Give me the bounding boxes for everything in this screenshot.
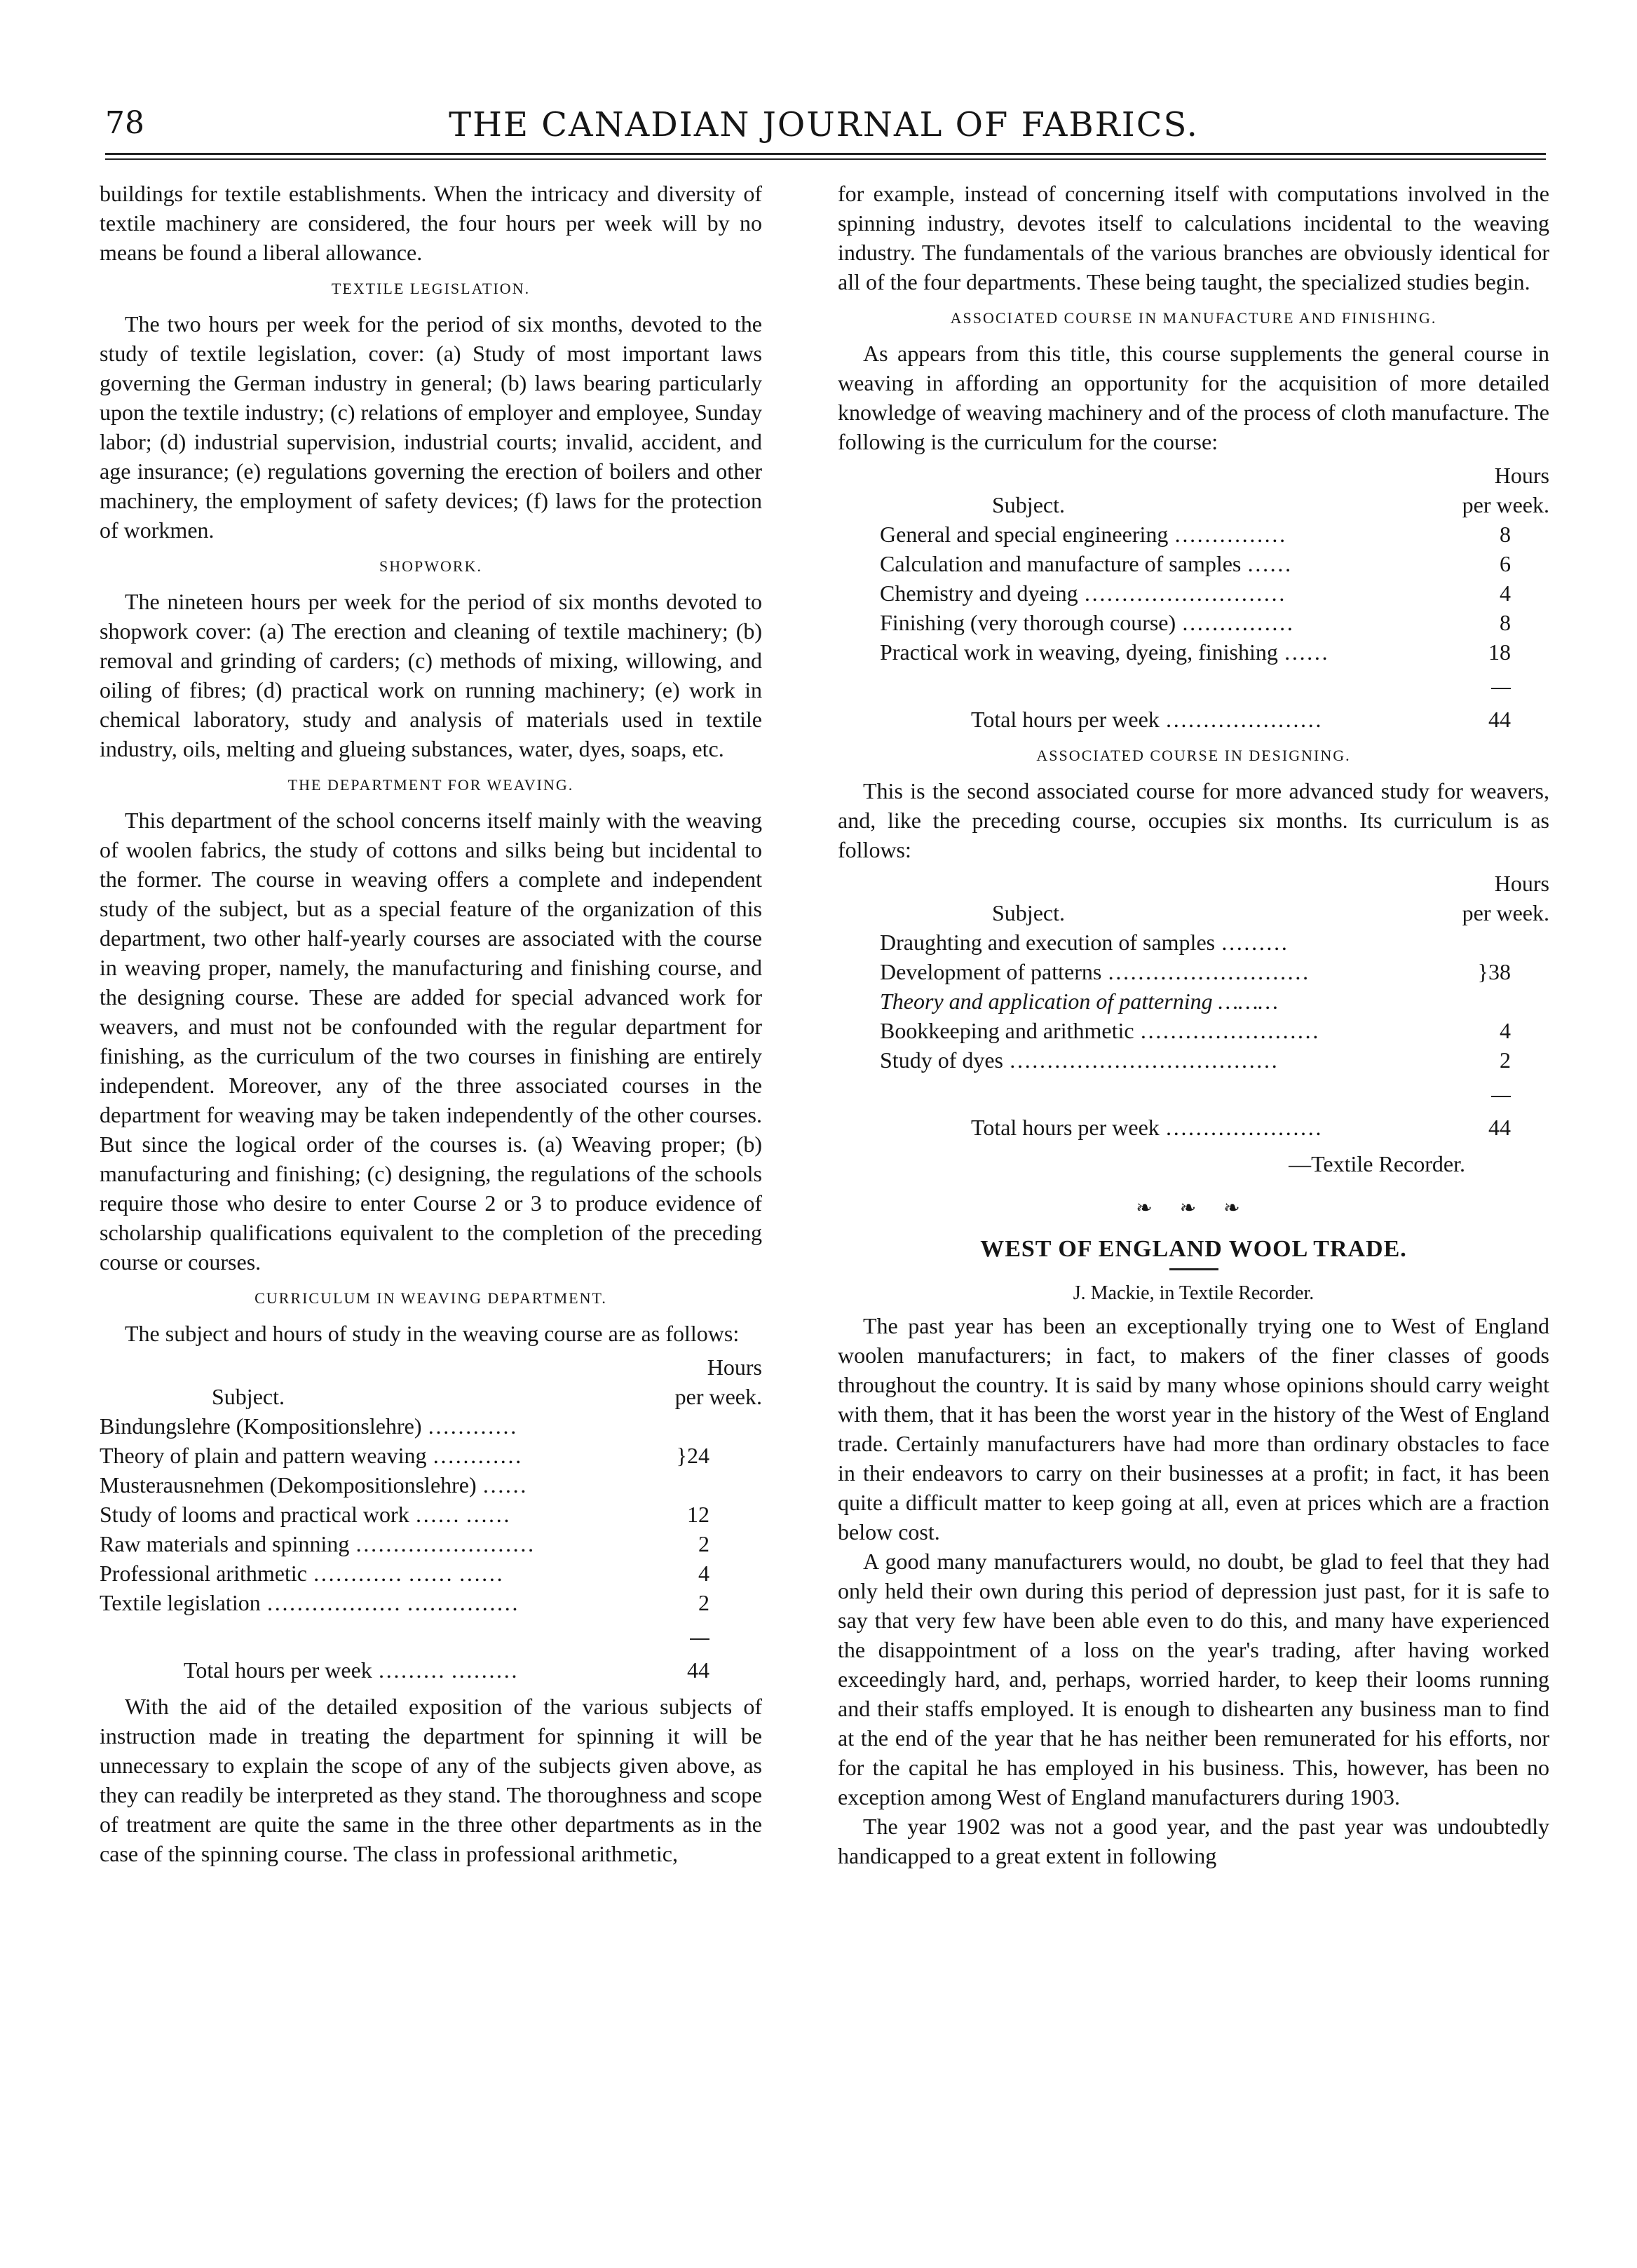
section-heading: TEXTILE LEGISLATION.: [331, 280, 531, 297]
paragraph: The year 1902 was not a good year, and the past year was undoubtedly handicapped to a great extent in following: [838, 1814, 1549, 1868]
table-header-subject: Subject.: [212, 1384, 285, 1409]
table-row: Study of dyes ……………………………… 2: [880, 1045, 1511, 1075]
left-column: [100, 179, 762, 1868]
hours-value: 2: [698, 1590, 709, 1615]
table-row: Draughting and execution of samples ……… }38: [880, 928, 1511, 957]
page-number: 78: [105, 105, 144, 141]
header-rule: [105, 153, 1546, 155]
hours-value: 8: [1500, 610, 1511, 635]
total-label: Total hours per week: [971, 1115, 1160, 1140]
table-row: General and special engineering …………… 8: [880, 520, 1511, 549]
table-header-subject: Subject.: [992, 900, 1065, 925]
section-heading: ASSOCIATED COURSE IN MANUFACTURE AND FINISHING.: [950, 309, 1437, 327]
brace-total: }38: [1477, 959, 1511, 984]
table-row: Calculation and manufacture of samples …… 6: [880, 549, 1511, 578]
subject-label: Finishing (very thorough course): [880, 610, 1176, 635]
curriculum-table: [100, 1352, 762, 1685]
table-row: Practical work in weaving, dyeing, finishing …… 18: [880, 637, 1511, 667]
header-rule-2: [105, 158, 1546, 160]
section-ornament: ❧ ❧ ❧: [1136, 1197, 1251, 1219]
subject-label: Study of dyes: [880, 1047, 1003, 1073]
table-total-row: Total hours per week ………………… 44: [880, 696, 1511, 734]
table-header-subject: Subject.: [992, 492, 1065, 517]
table-header-per-week: per week.: [1462, 900, 1549, 925]
attribution: —Textile Recorder.: [1289, 1151, 1465, 1176]
paragraph: The two hours per week for the period of six months, devoted to the study of textile legislation, cover: (a) Study of most important laws governing the German industry in general; (b) laws bearing particularly upon the textile industry; (c) relations of employer and employee, Sunday labor; (d) industrial supervision, industrial courts; invalid, accident, and age insurance; (e) regulations governing the erection of boilers and other machinery, the employment of safety devices; (f) laws for the protection of workmen.: [100, 311, 762, 543]
subject-label: Professional arithmetic: [100, 1561, 307, 1586]
right-column: [838, 179, 1549, 1870]
table-row: Bookkeeping and arithmetic …………………… 4: [880, 1016, 1511, 1045]
paragraph: The past year has been an exceptionally trying one to West of England woolen manufacturers; in fact, to makers of the finer classes of goods throughout the country. It is said by many whose opinions should carry weight with them, that it has been the worst year in the history of the West of England trade. Certainly manufacturers have had more than ordinary obstacles to face in their endeavors to carry on their businesses at a profit; in fact, it has been quite a difficult matter to keep going at all, even at prices which are a fraction below cost.: [838, 1313, 1549, 1544]
table-row: Theory and application of patterning ………: [880, 989, 1278, 1014]
hours-value: 4: [1500, 1018, 1511, 1043]
paragraph: buildings for textile establishments. When the intricacy and diversity of textile machinery are considered, the four hours per week will by no means be found a liberal allowance.: [100, 181, 762, 265]
subject-label: General and special engineering: [880, 522, 1169, 547]
subject-label: Draughting and execution of samples: [880, 930, 1216, 955]
table-row: Study of looms and practical work …… …… 12: [100, 1500, 709, 1529]
subject-label: Development of patterns: [880, 959, 1102, 984]
table-header-hours: Hours: [707, 1354, 762, 1380]
hours-value: 8: [1500, 522, 1511, 547]
subject-label: Raw materials and spinning: [100, 1531, 350, 1556]
table-header-per-week: per week.: [674, 1384, 762, 1409]
subject-label: Chemistry and dyeing: [880, 580, 1078, 606]
paragraph: This department of the school concerns itself mainly with the weaving of woolen fabrics, the study of cottons and silks being but incidental to the former. The course in weaving offers a complete and independent study of the subject, but as a special feature of the organization of this department, two other half-yearly courses are associated with the course in weaving proper, namely, the manufacturing and finishing course, and the designing course. These are added for special advanced work for weavers, and must not be confounded with the regular department for finishing, as the curriculum of the two courses in finishing are entirely independent. Moreover, any of the three associated courses in the department for weaving may be taken independently of the other courses. But since the logical order of the courses is. (a) Weaving proper; (b) manufacturing and finishing; (c) designing, the regulations of the schools require those who desire to enter Course 2 or 3 to produce evidence of scholarship qualifications equivalent to the completion of the preceding course or courses.: [100, 808, 762, 1275]
table-row: Bindungslehre (Kompositionslehre) ………… }24: [100, 1411, 709, 1441]
paragraph: for example, instead of concerning itself with computations involved in the spinning industry, devotes itself to calculations incidental to the weaving industry. The fundamentals of the various branches are obviously identical for all of the four departments. These being taught, the specialized studies begin.: [838, 181, 1549, 294]
paragraph: This is the second associated course for more advanced study for weavers, and, like the preceding course, occupies six months. Its curriculum is as follows:: [838, 778, 1549, 862]
table-total-row: Total hours per week ……… ……… 44: [100, 1647, 709, 1685]
table-total-row: Total hours per week ………………… 44: [880, 1104, 1511, 1142]
subject-label: Musterausnehmen (Dekompositionslehre): [100, 1472, 477, 1498]
hours-value: 12: [687, 1502, 709, 1527]
byline: J. Mackie, in Textile Recorder.: [1073, 1282, 1315, 1304]
subject-label: Theory of plain and pattern weaving: [100, 1443, 427, 1468]
paragraph: The nineteen hours per week for the period of six months devoted to shopwork cover: (a) The erection and cleaning of textile machinery; (b) removal and grinding of carders; (c) methods of mixing, willowing, and oiling of fibres; (d) practical work on running machinery; (e) work in chemical laboratory, study and analysis of materials used in textile industry, oils, melting and glueing substances, water, dyes, soaps, etc.: [100, 589, 762, 761]
paragraph: A good many manufacturers would, no doubt, be glad to feel that they had only held their own during this period of depression just past, for it is safe to say that very few have been able even to do this, and many have experienced the disappointment of a loss on the year's trading, after having worked exceedingly hard, and, perhaps, worried harder, to keep their looms running and their staffs employed. It is enough to dishearten any business man to find at the end of the year that he has neither been remunerated for his efforts, nor for the capital he has employed in his business. This, however, has been no exception among West of England manufacturers during 1903.: [838, 1549, 1549, 1809]
section-heading: ASSOCIATED COURSE IN DESIGNING.: [1036, 747, 1351, 764]
hours-value: 6: [1500, 551, 1511, 576]
subject-label: Study of looms and practical work: [100, 1502, 409, 1527]
hours-value: 4: [698, 1561, 709, 1586]
article-title: WEST OF ENGLAND WOOL TRADE.: [980, 1236, 1407, 1262]
table-row: Finishing (very thorough course) …………… 8: [880, 608, 1511, 637]
manufacture-table: [838, 461, 1549, 734]
subject-label: Theory and application of patterning: [880, 989, 1213, 1014]
total-label: Total hours per week: [971, 707, 1160, 732]
table-row: Theory of plain and pattern weaving …………: [100, 1443, 522, 1468]
subject-label: Calculation and manufacture of samples: [880, 551, 1242, 576]
hours-value: 2: [698, 1531, 709, 1556]
section-heading: THE DEPARTMENT FOR WEAVING.: [287, 776, 574, 794]
table-row: Raw materials and spinning …………………… 2: [100, 1529, 709, 1559]
table-header-hours: Hours: [1494, 463, 1549, 488]
table-header-hours: Hours: [1494, 871, 1549, 896]
paragraph: The subject and hours of study in the weaving course are as follows:: [125, 1321, 740, 1346]
subject-label: Bookkeeping and arithmetic: [880, 1018, 1134, 1043]
designing-table: [838, 869, 1549, 1142]
hours-value: 18: [1488, 639, 1511, 665]
brace-total: }24: [676, 1443, 709, 1468]
table-row: Musterausnehmen (Dekompositionslehre) ……: [100, 1472, 527, 1498]
section-heading: CURRICULUM IN WEAVING DEPARTMENT.: [254, 1289, 607, 1307]
page-header: [105, 105, 1542, 147]
hours-value: 2: [1500, 1047, 1511, 1073]
subject-label: Practical work in weaving, dyeing, finishing: [880, 639, 1278, 665]
hours-value: 4: [1500, 580, 1511, 606]
table-header-per-week: per week.: [1462, 492, 1549, 517]
table-row: Textile legislation ……………… …………… 2: [100, 1588, 709, 1617]
section-heading: SHOPWORK.: [379, 557, 482, 575]
total-label: Total hours per week: [184, 1657, 372, 1683]
subject-label: Bindungslehre (Kompositionslehre): [100, 1413, 422, 1439]
paragraph: As appears from this title, this course supplements the general course in weaving in affording an opportunity for the acquisition of more detailed knowledge of weaving machinery and of the process of cloth manufacture. The following is the curriculum for the course:: [838, 341, 1549, 454]
title-rule: [1169, 1268, 1218, 1270]
paragraph: With the aid of the detailed exposition of the various subjects of instruction made in treating the department for spinning it will be unnecessary to explain the scope of any of the subjects given above, as they can readily be interpreted as they stand. The thoroughness and scope of treatment are quite the same in the three other departments as in the case of the spinning course. The class in professional arithmetic,: [100, 1694, 762, 1866]
total-value: 44: [687, 1657, 709, 1683]
table-row: Development of patterns ………………………: [880, 959, 1310, 984]
total-value: 44: [1488, 707, 1511, 732]
table-row: Professional arithmetic ………… …… …… 4: [100, 1559, 709, 1588]
total-value: 44: [1488, 1115, 1511, 1140]
journal-title: THE CANADIAN JOURNAL OF FABRICS.: [449, 105, 1199, 144]
subject-label: Textile legislation: [100, 1590, 261, 1615]
table-row: Chemistry and dyeing ……………………… 4: [880, 578, 1511, 608]
